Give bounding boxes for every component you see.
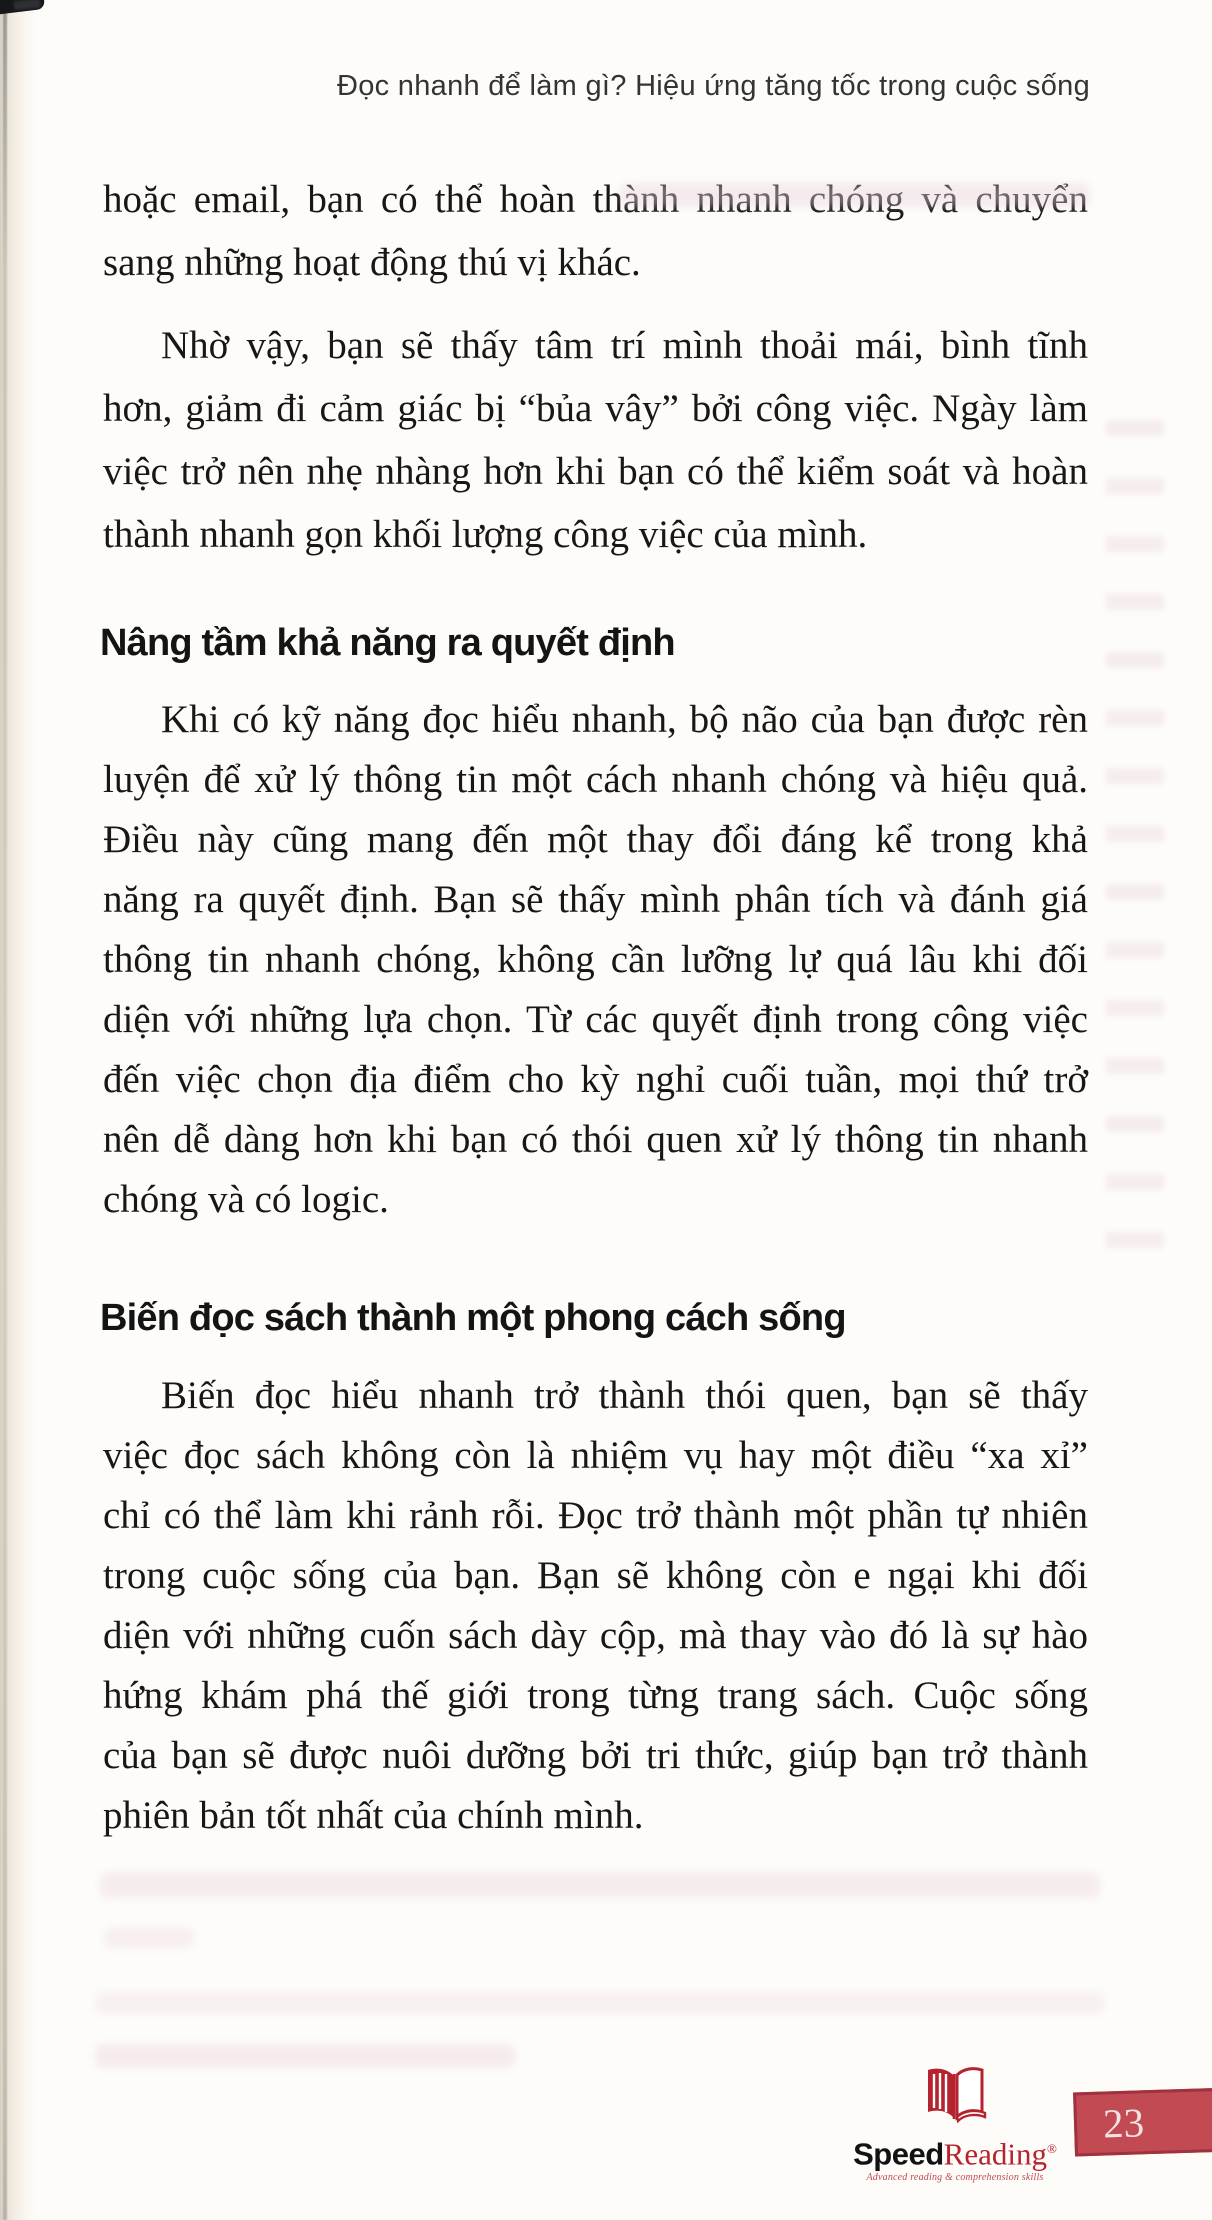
logo-tagline: Advanced reading & comprehension skills [866,2172,1044,2184]
page-number-badge [1073,2088,1212,2156]
running-header: Đọc nhanh để làm gì? Hiệu ứng tăng tốc trong cuộc sống [336,70,1090,102]
bleed-through-artifact [1106,420,1164,1270]
bleed-through-artifact [620,183,1090,207]
logo-wordmark [852,2133,1058,2170]
page-edge-shadow [0,0,36,2220]
logo-speed-text: Speed [853,2136,944,2172]
section-heading-lifestyle: Biến đọc sách thành một phong cách sống [100,1297,846,1339]
bleed-through-artifact [95,1992,1105,2014]
paragraph: Nhờ vậy, bạn sẽ thấy tâm trí mình thoải mái, bình tĩnh hơn, giảm đi cảm giác bị “bủa vây” bởi công việc. Ngày làm việc trở nên nhẹ nhàng hơn khi bạn có thể kiểm soát và hoàn thành nhanh gọn khối lượng công việc của mình. [103,324,1088,556]
page-number: 23 [1102,2098,1145,2147]
logo-reading-text: Reading [943,2136,1047,2172]
bleed-through-artifact [100,1872,1100,1898]
paragraph: Biến đọc hiểu nhanh trở thành thói quen, bạn sẽ thấy việc đọc sách không còn là nhiệm vụ hay một điều “xa xỉ” chỉ có thể làm khi rảnh rỗi. Đọc trở thành một phần tự nhiên trong cuộc sống của bạn. Bạn sẽ không còn e ngại khi đối diện với những cuốn sách dày cộp, mà thay vào đó là sự hào hứng khám phá thế giới trong từng trang sách. Cuộc sống của bạn sẽ được nuôi dưỡng bởi tri thức, giúp bạn trở thành phiên bản tốt nhất của chính mình. [103,1374,1088,1837]
paragraph: Khi có kỹ năng đọc hiểu nhanh, bộ não của bạn được rèn luyện để xử lý thông tin một cách nhanh chóng và hiệu quả. Điều này cũng mang đến một thay đổi đáng kể trong khả năng ra quyết định. Bạn sẽ thấy mình phân tích và đánh giá thông tin nhanh chóng, không cần lưỡng lự quá lâu khi đối diện với những lựa chọn. Từ các quyết định trong công việc đến việc chọn địa điểm cho kỳ nghỉ cuối tuần, mọi thứ trở nên dễ dàng hơn khi bạn có thói quen xử lý thông tin nhanh chóng và có logic. [103,698,1088,1221]
bleed-through-artifact [104,1928,194,1948]
speedreading-logo [852,2064,1058,2183]
bleed-through-artifact [95,2044,515,2068]
section-heading-decision: Nâng tầm khả năng ra quyết định [100,622,675,664]
paragraph-continuation: hoặc email, bạn có thể hoàn thành nhanh chóng và chuyển sang những hoạt động thú vị khác. [103,178,1088,284]
registered-trademark-symbol: ® [1046,2141,1057,2156]
open-book-icon [917,2064,993,2128]
